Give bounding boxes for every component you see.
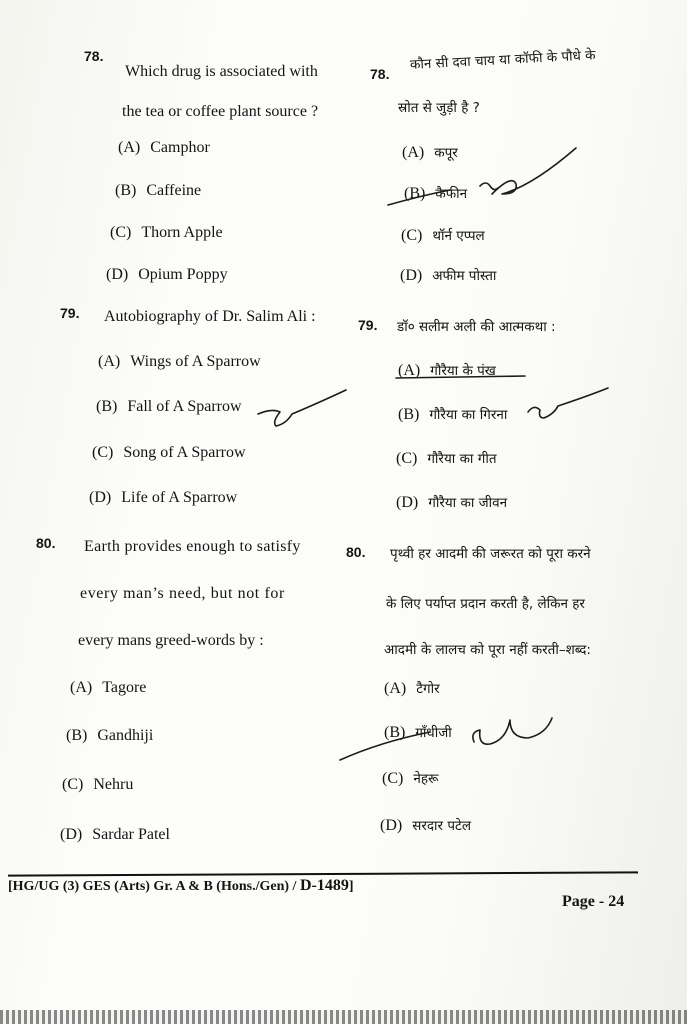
tick-mark <box>480 148 576 194</box>
tick-mark <box>528 388 608 418</box>
q80-option-b: (B) Gandhiji <box>66 727 154 744</box>
q78-number-hi: 78. <box>370 66 390 82</box>
q78-option-d: (D) Opium Poppy <box>106 266 228 283</box>
q80-question-hi-line1: पृथ्वी हर आदमी की जरूरत को पूरा करने <box>390 546 591 562</box>
page-number: Page - 24 <box>562 893 625 910</box>
q80-option-c: (C) Nehru <box>62 776 134 793</box>
q78-question-line1: Which drug is associated with <box>125 63 318 80</box>
q79-question-hi: डॉ० सलीम अली की आत्मकथा : <box>397 319 556 335</box>
q80-question-line3: every mans greed-words by : <box>78 632 264 649</box>
strike-mark <box>340 732 430 760</box>
q78-question-hi-line2: स्रोत से जुड़ी है ? <box>398 100 480 116</box>
q79-number-hi: 79. <box>358 317 378 333</box>
tick-mark <box>473 718 552 744</box>
q79-option-b: (B) Fall of A Sparrow <box>96 398 242 415</box>
q79-question: Autobiography of Dr. Salim Ali : <box>104 308 316 325</box>
binding-edge <box>0 1010 687 1024</box>
strike-mark <box>388 190 450 205</box>
q79-number: 79. <box>60 305 80 321</box>
underline-mark <box>396 376 525 378</box>
q80-question-line2: every man’s need, but not for <box>80 585 285 602</box>
q79-option-c-hi: (C) गौरैया का गीत <box>396 450 497 467</box>
q78-option-d-hi: (D) अफीम पोस्ता <box>400 267 497 284</box>
q79-option-c: (C) Song of A Sparrow <box>92 444 246 461</box>
q78-option-c: (C) Thorn Apple <box>110 224 223 241</box>
q78-option-a: (A) Camphor <box>118 139 210 156</box>
q78-option-a-hi: (A) कपूर <box>402 144 458 161</box>
q80-option-b-hi: (B) गाँधीजी <box>384 724 452 741</box>
q78-question-line2: the tea or coffee plant source ? <box>122 103 319 120</box>
q79-option-d: (D) Life of A Sparrow <box>89 489 238 506</box>
q79-option-a: (A) Wings of A Sparrow <box>98 353 261 370</box>
q80-option-c-hi: (C) नेहरू <box>382 770 439 787</box>
footer-paper-code: [HG/UG (3) GES (Arts) Gr. A & B (Hons./Gen) / D-1489] <box>8 877 354 894</box>
tick-mark <box>258 390 346 426</box>
q79-option-a-hi: (A) गौरैया के पंख <box>398 362 496 379</box>
q78-option-b: (B) Caffeine <box>115 182 202 199</box>
q80-question-hi-line3: आदमी के लालच को पूरा नहीं करती–शब्द: <box>384 642 591 658</box>
q79-option-b-hi: (B) गौरैया का गिरना <box>398 406 508 423</box>
q80-option-d-hi: (D) सरदार पटेल <box>380 817 471 834</box>
q80-option-a-hi: (A) टैगोर <box>384 680 440 697</box>
q80-number-hi: 80. <box>346 544 366 560</box>
q78-option-c-hi: (C) थॉर्न एप्पल <box>401 227 485 244</box>
q80-question-line1: Earth provides enough to satisfy <box>84 538 301 555</box>
q79-option-d-hi: (D) गौरैया का जीवन <box>396 494 508 511</box>
q80-question-hi-line2: के लिए पर्याप्त प्रदान करती है, लेकिन हर <box>386 596 585 612</box>
q78-question-hi-line1: कौन सी दवा चाय या कॉफी के पौधे के <box>409 47 596 73</box>
q80-option-a: (A) Tagore <box>70 679 147 696</box>
q78-option-b-hi: (B) कैफीन <box>404 185 468 202</box>
q80-option-d: (D) Sardar Patel <box>60 826 170 843</box>
q80-number: 80. <box>36 535 56 551</box>
q78-number: 78. <box>84 48 104 64</box>
